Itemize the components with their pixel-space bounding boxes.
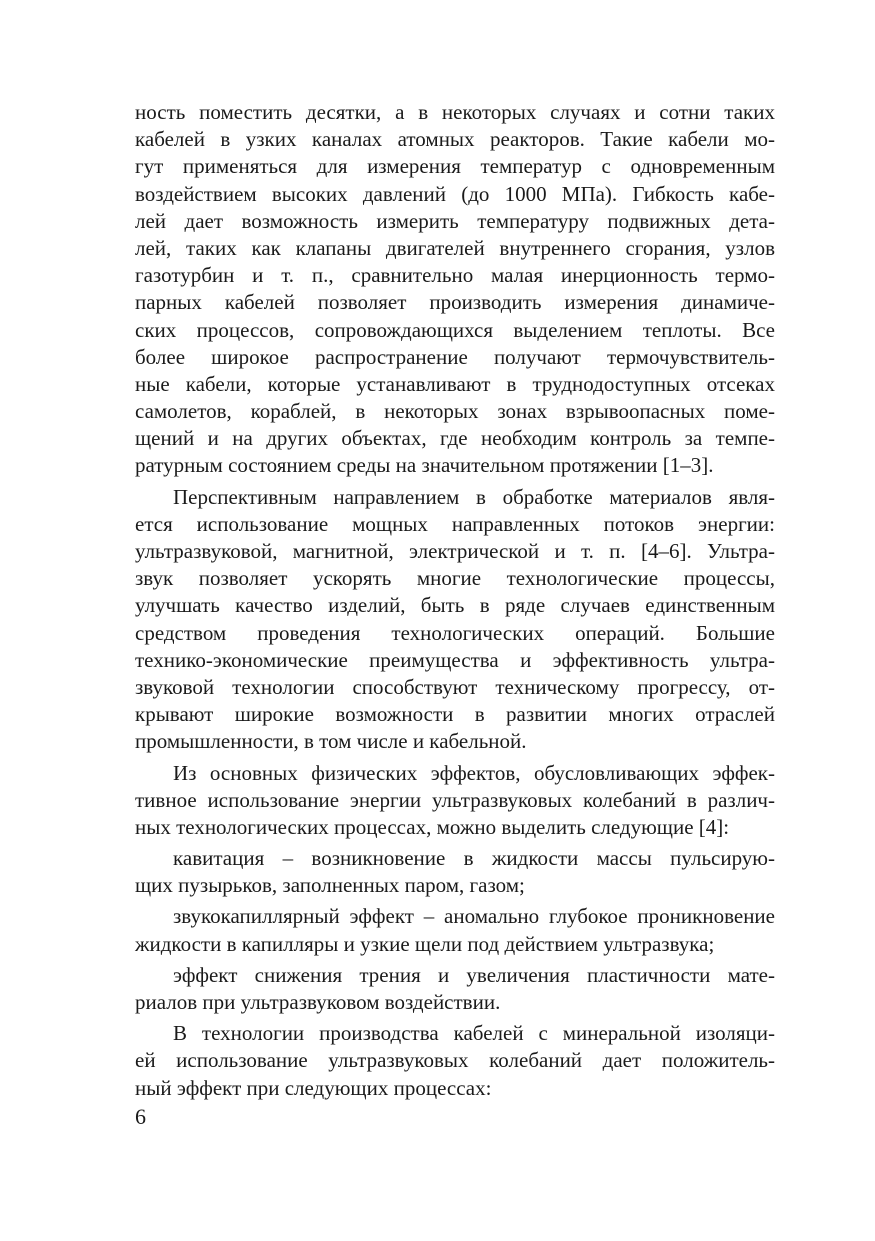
text-line: ультразвуковой, магнитной, электрической и т. п. [4–6]. Ультра-	[135, 539, 775, 563]
text-line: самолетов, кораблей, в некоторых зонах взрывоопасных поме-	[135, 399, 775, 424]
text-line: жидкости в капилляры и узкие щели под действием ультразвука;	[135, 931, 715, 956]
text-line: Перспективным направлением в обработке материалов явля-	[173, 484, 775, 509]
text-line: парных кабелей позволяет производить измерения динамиче-	[135, 290, 775, 315]
text-line: звуковой технологии способствуют техническому прогрессу, от-	[135, 674, 775, 699]
text-line: щих пузырьков, заполненных паром, газом;	[135, 873, 525, 898]
list-item-friction	[135, 962, 775, 1016]
text-line: промышленности, в том числе и кабельной.	[135, 729, 527, 754]
text-line: ные кабели, которые устанавливают в труднодоступных отсеках	[135, 371, 775, 396]
paragraph-cable-technology	[135, 1020, 775, 1102]
paragraph-physical-effects	[135, 760, 775, 842]
text-line: щений и на других объектах, где необходим контроль за темпе-	[135, 426, 775, 451]
text-line: ных технологических процессах, можно выделить следующие [4]:	[135, 814, 730, 839]
text-line: более широкое распространение получают термочувствитель-	[135, 344, 775, 369]
text-line: кавитация – возникновение в жидкости массы пульсирую-	[173, 846, 775, 871]
text-line: риалов при ультразвуковом воздействии.	[135, 990, 501, 1014]
text-line: ность поместить десятки, а в некоторых случаях и сотни таких	[135, 100, 775, 124]
text-line: звукокапиллярный эффект – аномально глубокое проникновение	[173, 904, 775, 929]
text-line: гут применяться для измерения температур с одновременным	[135, 154, 775, 179]
text-line: воздействием высоких давлений (до 1000 МПа). Гибкость кабе-	[135, 181, 775, 206]
text-line: тивное использование энергии ультразвуковых колебаний в различ-	[135, 787, 775, 812]
paragraph-ultrasound-perspective	[135, 484, 775, 756]
text-line: Из основных физических эффектов, обусловливающих эффек-	[173, 760, 775, 785]
body-text	[135, 99, 775, 1102]
paragraph-continuation	[135, 99, 775, 480]
text-line: крывают широкие возможности в развитии многих отраслей	[135, 702, 775, 727]
text-line: ей использование ультразвуковых колебаний дает положитель-	[135, 1048, 775, 1073]
text-line: лей, таких как клапаны двигателей внутреннего сгорания, узлов	[135, 235, 775, 260]
text-line: В технологии производства кабелей с минеральной изоляци-	[173, 1021, 775, 1046]
page-number: 6	[135, 1104, 146, 1129]
text-line: ный эффект при следующих процессах:	[135, 1075, 492, 1100]
text-line: кабелей в узких каналах атомных реакторов. Такие кабели мо-	[135, 127, 775, 152]
list-item-sound-capillary	[135, 903, 775, 957]
text-line: ских процессов, сопровождающихся выделением теплоты. Все	[135, 317, 775, 342]
text-line: ется использование мощных направленных потоков энергии:	[135, 511, 775, 536]
text-line: звук позволяет ускорять многие технологические процессы,	[135, 566, 775, 591]
text-line: лей дает возможность измерить температуру подвижных дета-	[135, 208, 775, 233]
text-line: эффект снижения трения и увеличения пластичности мате-	[173, 962, 775, 987]
text-line: ратурным состоянием среды на значительном протяжении [1–3].	[135, 453, 714, 478]
text-line: технико-экономические преимущества и эффективность ультра-	[135, 647, 775, 672]
list-item-cavitation	[135, 845, 775, 899]
text-line: средством проведения технологических операций. Большие	[135, 620, 775, 645]
text-line: газотурбин и т. п., сравнительно малая инерционность термо-	[135, 263, 775, 288]
text-line: улучшать качество изделий, быть в ряде случаев единственным	[135, 593, 775, 618]
